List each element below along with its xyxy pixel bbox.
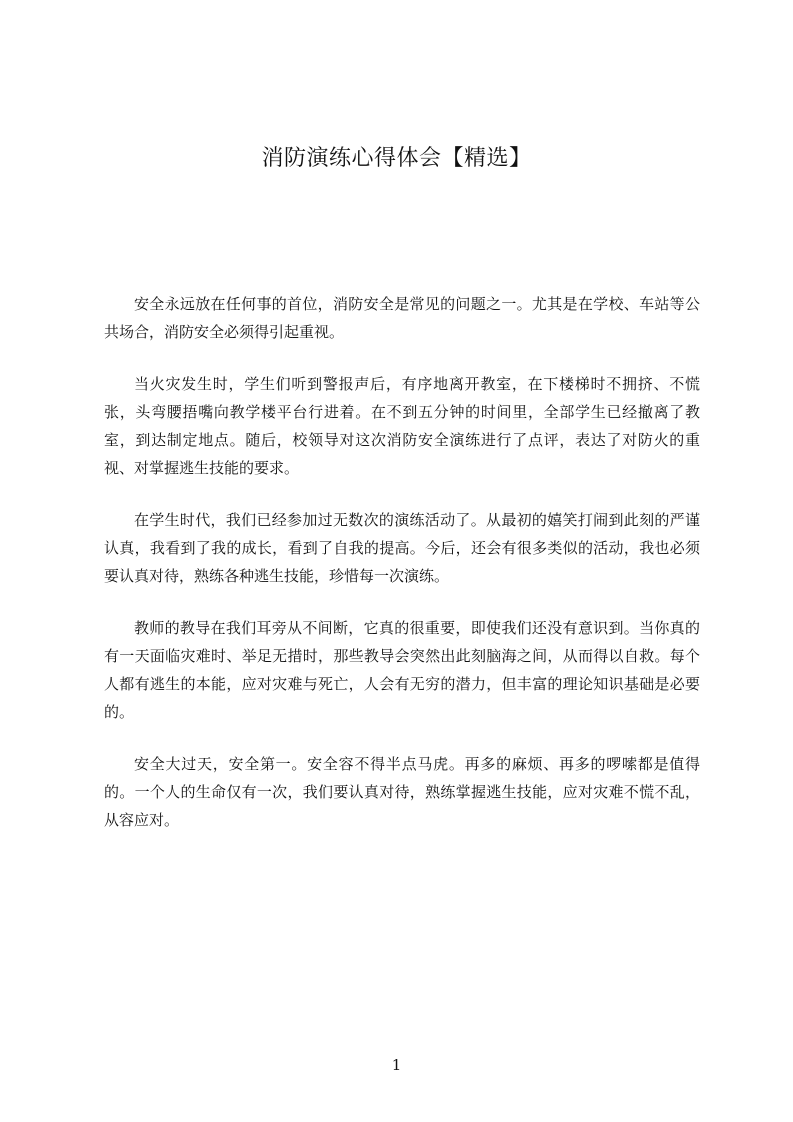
paragraph-5: 安全大过天，安全第一。安全容不得半点马虎。再多的麻烦、再多的啰嗦都是值得的。一个人的生命仅有一次，我们要认真对待，熟练掌握逃生技能，应对灾难不慌不乱，从容应对。 (104, 755, 700, 829)
paragraph-1: 安全永远放在任何事的首位，消防安全是常见的问题之一。尤其是在学校、车站等公共场合，消防安全必须得引起重视。 (104, 295, 700, 341)
document-title: 消防演练心得体会【精选】 (261, 146, 532, 171)
paragraph-3: 在学生时代，我们已经参加过无数次的演练活动了。从最初的嬉笑打闹到此刻的严谨认真，我看到了我的成长，看到了自我的提高。今后，还会有很多类似的活动，我也必须要认真对待，熟练各种逃生技能，珍惜每一次演练。 (104, 511, 700, 585)
paragraph-2: 当火灾发生时，学生们听到警报声后，有序地离开教室，在下楼梯时不拥挤、不慌张，头弯腰捂嘴向教学楼平台行进着。在不到五分钟的时间里，全部学生已经撤离了教室，到达制定地点。随后，校领导对这次消防安全演练进行了点评，表达了对防火的重视、对掌握逃生技能的要求。 (104, 375, 700, 477)
paragraph-4: 教师的教导在我们耳旁从不间断，它真的很重要，即使我们还没有意识到。当你真的有一天面临灾难时、举足无措时，那些教导会突然出此刻脑海之间，从而得以自救。每个人都有逃生的本能，应对灾难与死亡，人会有无穷的潜力，但丰富的理论知识基础是必要的。 (104, 619, 700, 721)
document-body (104, 290, 700, 858)
page-number: 1 (391, 1056, 402, 1074)
